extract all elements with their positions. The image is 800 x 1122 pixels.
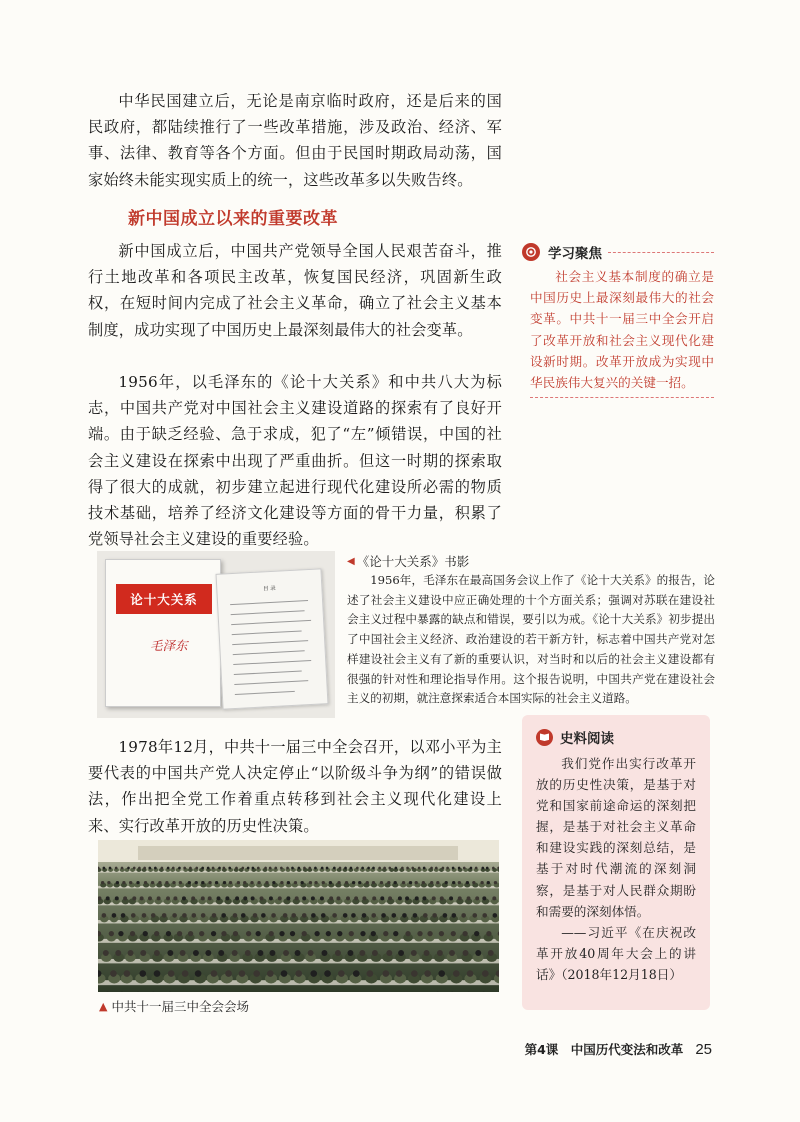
up-triangle-icon: ▲	[99, 999, 108, 1013]
book-cover-photo	[97, 551, 335, 718]
meeting-caption-text: 中共十一届三中全会会场	[111, 999, 249, 1014]
section-heading: 新中国成立以来的重要改革	[128, 209, 338, 229]
book-caption-title: 《论十大关系》书影	[356, 554, 470, 569]
toc-entry	[234, 680, 308, 685]
intro-paragraph: 中华民国建立后，无论是南京临时政府，还是后来的国民政府，都陆续推行了一些改革措施，涉及政治、经济、军事、法律、教育等各个方面。但由于民国时期政局动荡，国家始终未能实现实质上的统一，这些改革多以失败告终。	[88, 92, 502, 189]
meeting-hall-illustration	[98, 840, 499, 992]
page-footer	[525, 1040, 712, 1058]
toc-entry	[232, 640, 308, 645]
study-focus-header	[522, 240, 714, 264]
focus-bottom-divider	[530, 397, 714, 398]
toc-entry	[234, 670, 302, 675]
meeting-photo-caption	[99, 997, 249, 1015]
paragraph-new-china: 新中国成立后，中国共产党领导全国人民艰苦奋斗，推行土地改革和各项民主改革，恢复国民经济，巩固新生政权，在短时间内完成了社会主义革命，确立了社会主义基本制度，成功实现了中国历史上最深刻最伟大的社会变革。	[88, 242, 502, 339]
focus-target-icon	[522, 243, 540, 261]
focus-divider	[608, 252, 714, 253]
study-focus-title: 学习聚焦	[548, 246, 602, 262]
book-title-band: 论十大关系	[116, 584, 212, 614]
source-reading-title: 史料阅读	[560, 731, 614, 747]
toc-label: 目 录	[262, 585, 276, 593]
toc-entry	[233, 650, 305, 655]
toc-entry	[231, 620, 311, 625]
study-focus-text: 社会主义基本制度的确立是中国历史上最深刻最伟大的社会变革。中共十一届三中全会开启了改革开放和社会主义现代化建设新时期。改革开放成为实现中华民族伟大复兴的关键一招。	[530, 269, 714, 391]
meeting-hall-photo	[98, 840, 499, 992]
book-front-cover	[105, 559, 221, 707]
footer-lesson-title: 第4课 中国历代变法和改革	[524, 1042, 684, 1057]
source-reading-header	[536, 727, 696, 747]
source-reading-quote: 我们党作出实行改革开放的历史性决策，是基于对党和国家前途命运的深刻把握，是基于对社会主义革命和建设实践的深刻总结，是基于对时代潮流的深刻洞察，是基于对人民群众期盼和需要的深刻体悟。	[536, 756, 696, 919]
left-triangle-icon: ◀	[347, 556, 355, 567]
toc-entry	[232, 630, 302, 635]
book-caption-body: 1956年，毛泽东在最高国务会议上作了《论十大关系》的报告，论述了社会主义建设中应正确处理的十个方面关系；强调对苏联在建设社会主义过程中暴露的缺点和错误，要引以为戒。《论十大关系》初步提出了中国社会主义经济、政治建设的若干新方针，标志着中国共产党对怎样建设社会主义有了新的重要认识，对当时和以后的社会主义建设都有很强的针对性和理论指导作用。这个报告说明，中国共产党在建设社会主义的初期，就注意探索适合本国实际的社会主义道路。	[347, 573, 715, 706]
toc-entry	[233, 660, 311, 665]
source-reading-box	[522, 715, 710, 1010]
toc-entry	[230, 600, 308, 605]
page-number: 25	[695, 1041, 712, 1058]
toc-entry	[235, 691, 295, 695]
book-open-icon	[536, 729, 553, 746]
paragraph-1978: 1978年12月，中共十一届三中全会召开，以邓小平为主要代表的中国共产党人决定停止“以阶级斗争为纲”的错误做法，作出把全党工作着重点转移到社会主义现代化建设上来、实行改革开放的历史性决策。	[88, 738, 502, 835]
source-reading-attribution: ——习近平《在庆祝改革开放40周年大会上的讲话》（2018年12月18日）	[536, 924, 696, 982]
paragraph-1956: 1956年，以毛泽东的《论十大关系》和中共八大为标志，中国共产党对中国社会主义建设道路的探索有了良好开端。由于缺乏经验、急于求成，犯了“左”倾错误，中国的社会主义建设在探索中出现了严重曲折。但这一时期的探索取得了很大的成就，初步建立起进行现代化建设所必需的物质技术基础，培养了经济文化建设等方面的骨干力量，积累了党领导社会主义建设的重要经验。	[88, 373, 502, 549]
book-contents-page	[216, 568, 329, 709]
study-focus-box	[522, 240, 714, 398]
book-author-signature: 毛泽东	[150, 638, 188, 653]
book-caption-title-row	[347, 552, 715, 571]
toc-entry	[231, 610, 305, 615]
book-caption	[347, 552, 715, 709]
